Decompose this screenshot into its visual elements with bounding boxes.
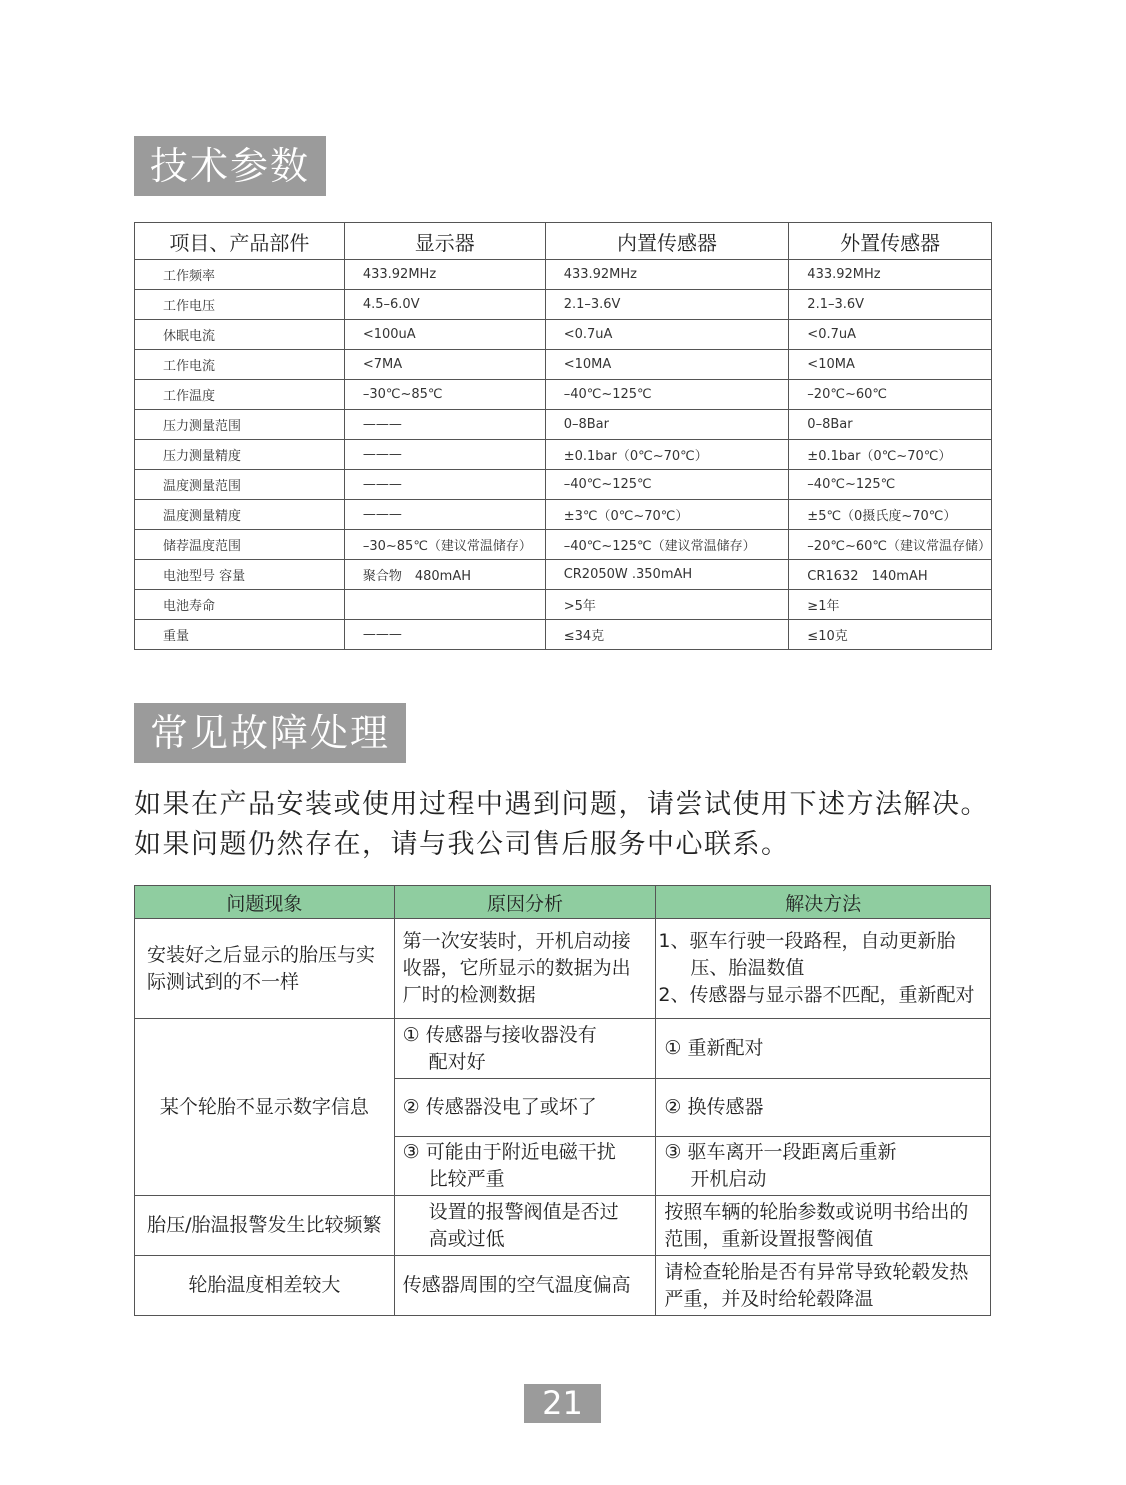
fault-cause: 第一次安装时，开机启动接收器，它所显示的数据为出厂时的检测数据 [394,919,656,1019]
spec-value: 433.92MHz [344,260,545,290]
spec-row [135,320,992,350]
fault-header-symptom: 问题现象 [135,886,395,919]
spec-value: –40℃~125℃（建议常温储存） [545,530,789,560]
spec-table-body [135,260,992,650]
spec-value: 433.92MHz [789,260,992,290]
spec-item-label: 工作电压 [135,290,345,320]
spec-value: 2.1–3.6V [789,290,992,320]
fault-symptom: 胎压/胎温报警发生比较频繁 [135,1196,395,1256]
spec-item-label: 压力测量范围 [135,410,345,440]
spec-value: <10MA [789,350,992,380]
spec-item-label: 压力测量精度 [135,440,345,470]
spec-row [135,560,992,590]
section-title-tech-params: 技术参数 [134,136,326,196]
spec-value: ≤34克 [545,620,789,650]
fault-table-header-row [135,886,991,919]
spec-item-label: 温度测量精度 [135,500,345,530]
spec-row [135,620,992,650]
spec-value: –40℃~125℃ [545,380,789,410]
spec-item-label: 储荐温度范围 [135,530,345,560]
spec-row [135,440,992,470]
fault-cause [394,1196,656,1256]
section-title-troubleshooting: 常见故障处理 [134,703,406,763]
spec-value: 2.1–3.6V [545,290,789,320]
spec-value: ≥1年 [789,590,992,620]
spec-value: 0–8Bar [545,410,789,440]
spec-row [135,500,992,530]
fault-solution: ① 重新配对 [656,1019,991,1079]
spec-value: <100uA [344,320,545,350]
fault-cause-line: 设置的报警阀值是否过 [428,1200,619,1223]
fault-row-2a [135,1019,991,1079]
fault-cause [394,1019,656,1079]
spec-value: –40℃~125℃ [545,470,789,500]
fault-cause: ② 传感器没电了或坏了 [394,1079,656,1137]
spec-value: <10MA [545,350,789,380]
spec-row [135,410,992,440]
fault-solution-line: 压、胎温数值 [690,957,805,979]
fault-solution: 按照车辆的轮胎参数或说明书给出的范围，重新设置报警阀值 [656,1196,991,1256]
fault-solution-line: 1、驱车行驶一段路程，自动更新胎 [658,930,956,952]
fault-symptom: 轮胎温度相差较大 [135,1256,395,1316]
spec-value: 0–8Bar [789,410,992,440]
spec-value: –30~85℃（建议常温储存） [344,530,545,560]
fault-solution-line: 开机启动 [690,1168,767,1190]
spec-item-label: 工作频率 [135,260,345,290]
spec-value: –20℃~60℃（建议常温存储） [789,530,992,560]
spec-value: 4.5–6.0V [344,290,545,320]
spec-value: >5年 [545,590,789,620]
spec-value: CR1632 140mAH [789,560,992,590]
fault-solution [656,919,991,1019]
spec-row [135,350,992,380]
fault-header-solution: 解决方法 [656,886,991,919]
fault-cause: 传感器周围的空气温度偏高 [394,1256,656,1316]
fault-solution-line: ③ 驱车离开一段距离后重新 [664,1141,897,1163]
fault-solution: ② 换传感器 [656,1079,991,1137]
fault-solution: 请检查轮胎是否有异常导致轮毂发热严重，并及时给轮毂降温 [656,1256,991,1316]
fault-cause-line: ③ 可能由于附近电磁干扰 [402,1141,616,1163]
fault-cause-line: 比较严重 [428,1168,505,1190]
spec-row [135,590,992,620]
spec-header-external-sensor: 外置传感器 [789,223,992,260]
spec-row [135,380,992,410]
spec-item-label: 温度测量范围 [135,470,345,500]
spec-value: –20℃~60℃ [789,380,992,410]
fault-symptom: 某个轮胎不显示数字信息 [135,1019,395,1196]
spec-header-item: 项目、产品部件 [135,223,345,260]
fault-symptom: 安装好之后显示的胎压与实际测试到的不一样 [135,919,395,1019]
fault-header-cause: 原因分析 [394,886,656,919]
spec-value: <7MA [344,350,545,380]
spec-value: 433.92MHz [545,260,789,290]
fault-cause-line: ① 传感器与接收器没有 [402,1023,597,1046]
spec-row [135,260,992,290]
spec-item-label: 工作电流 [135,350,345,380]
spec-value: 聚合物 480mAH [344,560,545,590]
fault-solution-line: 2、传感器与显示器不匹配，重新配对 [658,984,975,1006]
spec-item-label: 工作温度 [135,380,345,410]
spec-item-label: 重量 [135,620,345,650]
fault-cause-line: 配对好 [428,1050,486,1073]
fault-table [134,885,991,1316]
fault-solution [656,1137,991,1196]
spec-value: ≤10克 [789,620,992,650]
spec-value: –40℃~125℃ [789,470,992,500]
fault-row-1 [135,919,991,1019]
spec-table-header-row [135,223,992,260]
spec-row [135,290,992,320]
spec-item-label: 休眠电流 [135,320,345,350]
fault-cause [394,1137,656,1196]
spec-table [134,222,992,650]
spec-item-label: 电池寿命 [135,590,345,620]
spec-value: CR2050W .350mAH [545,560,789,590]
page-number: 21 [524,1384,601,1423]
fault-cause-line: 高或过低 [428,1227,505,1250]
spec-header-internal-sensor: 内置传感器 [545,223,789,260]
spec-header-display: 显示器 [344,223,545,260]
spec-value: –30℃~85℃ [344,380,545,410]
spec-value: <0.7uA [545,320,789,350]
spec-value: ——— [344,470,545,500]
spec-value: ——— [344,500,545,530]
spec-value: ±3℃（0℃~70℃） [545,500,789,530]
spec-row [135,530,992,560]
spec-item-label: 电池型号 容量 [135,560,345,590]
fault-row-3 [135,1196,991,1256]
spec-value: ±0.1bar（0℃~70℃） [545,440,789,470]
spec-value: ±5℃（0摄氏度~70℃） [789,500,992,530]
spec-value: ——— [344,410,545,440]
spec-value [344,590,545,620]
spec-value: ±0.1bar（0℃~70℃） [789,440,992,470]
spec-row [135,470,992,500]
troubleshooting-intro: 如果在产品安装或使用过程中遇到问题，请尝试使用下述方法解决。如果问题仍然存在，请与我公司售后服务中心联系。 [134,789,989,860]
fault-row-4 [135,1256,991,1316]
spec-value: <0.7uA [789,320,992,350]
spec-value: ——— [344,440,545,470]
spec-value: ——— [344,620,545,650]
